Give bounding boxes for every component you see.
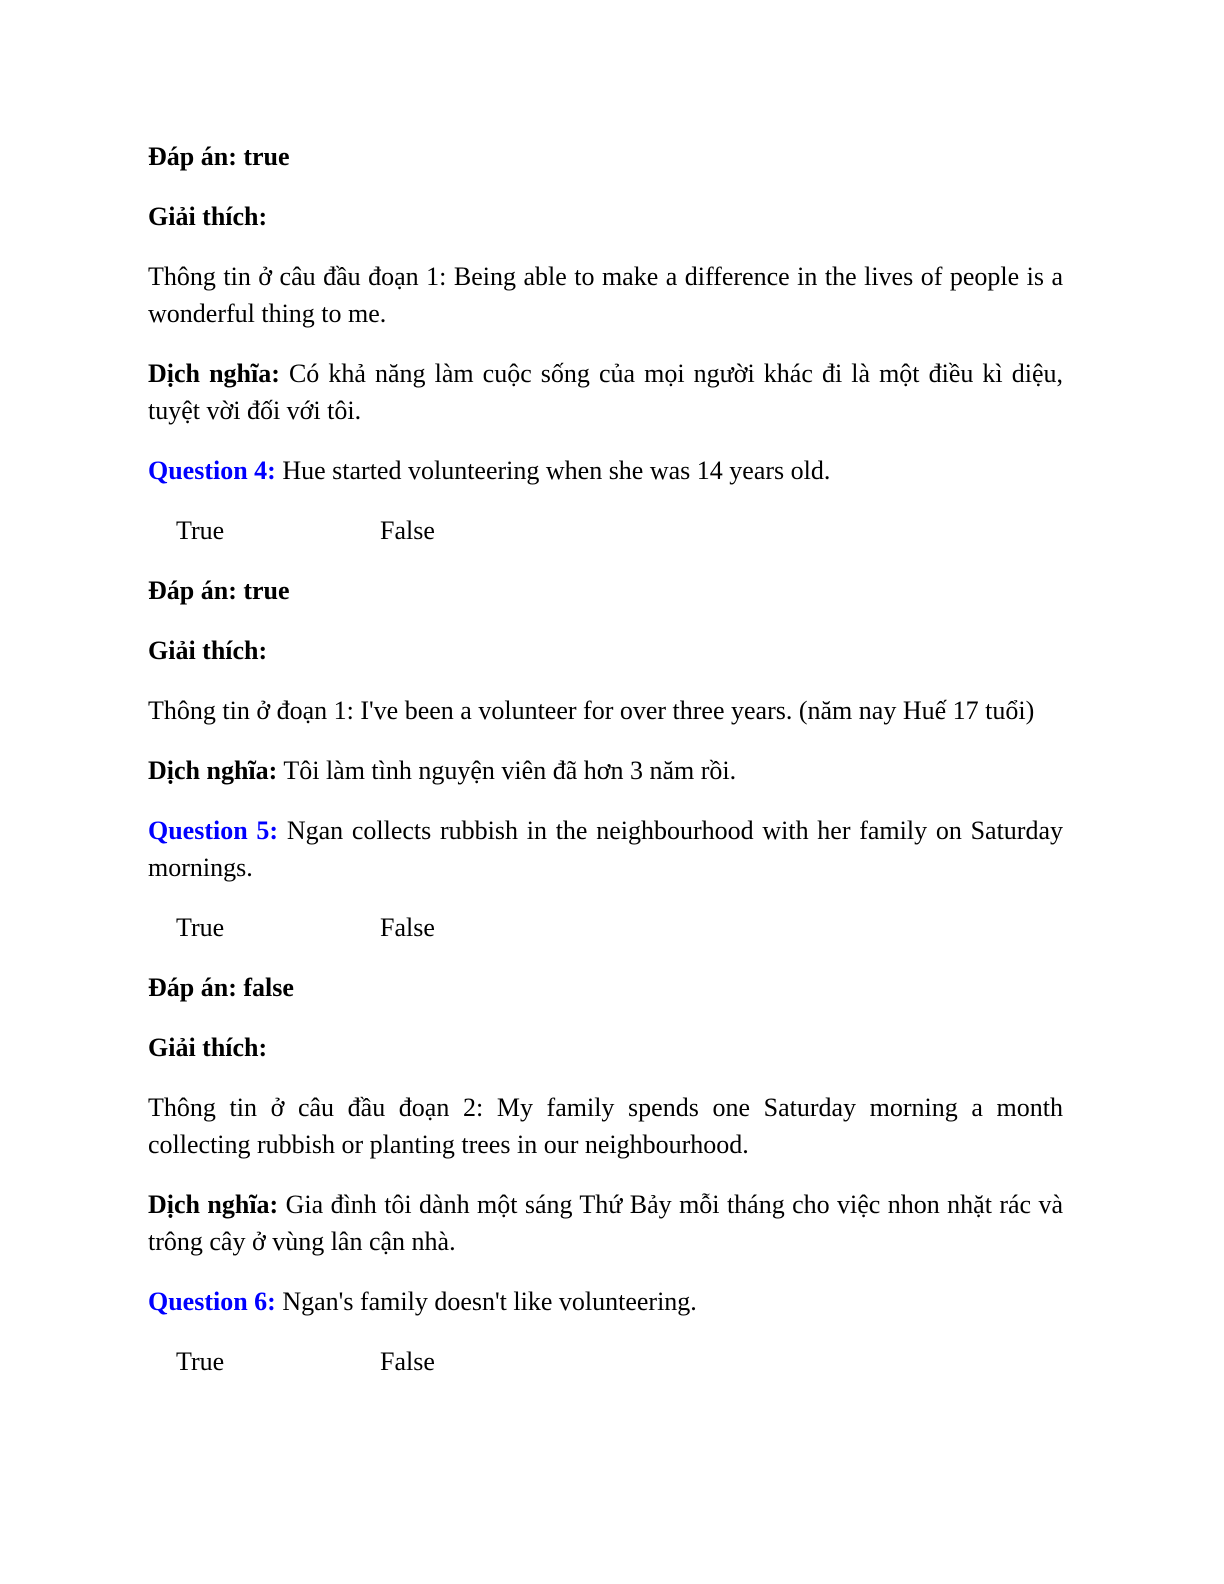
- answer-line: [148, 969, 1063, 1006]
- answer-line: [148, 138, 1063, 175]
- question-4-text: Hue started volunteering when she was 14 years old.: [282, 456, 831, 485]
- explain-heading: Giải thích:: [148, 202, 268, 231]
- option-true[interactable]: True: [176, 913, 225, 942]
- info-paragraph: Thông tin ở đoạn 1: I've been a volunteer for over three years. (năm nay Huế 17 tuổi): [148, 696, 1035, 725]
- question-4: [148, 452, 1063, 489]
- translation-paragraph: [148, 355, 1063, 429]
- answer-label: Đáp án:: [148, 973, 237, 1002]
- option-true[interactable]: True: [176, 516, 225, 545]
- explain-heading: Giải thích:: [148, 1033, 268, 1062]
- question-5-text: Ngan collects rubbish in the neighbourhood with her family on Saturday mornings.: [148, 816, 1063, 882]
- option-true[interactable]: True: [176, 1347, 225, 1376]
- question-5-label: Question 5:: [148, 816, 279, 845]
- answer-value: true: [243, 576, 290, 605]
- question-6-text: Ngan's family doesn't like volunteering.: [282, 1287, 697, 1316]
- info-paragraph: Thông tin ở câu đầu đoạn 1: Being able to make a difference in the lives of people is a wonderful thing to me.: [148, 262, 1063, 328]
- translation-paragraph: [148, 752, 1063, 789]
- question-6: [148, 1283, 1063, 1320]
- option-false[interactable]: False: [380, 1347, 435, 1376]
- answer-value: false: [243, 973, 294, 1002]
- translation-text: Có khả năng làm cuộc sống của mọi người khác đi là một điều kì diệu, tuyệt vời đối với tôi.: [148, 359, 1063, 425]
- answer-line: [148, 572, 1063, 609]
- document-page: [148, 138, 1063, 1403]
- translation-text: Tôi làm tình nguyện viên đã hơn 3 năm rồi.: [283, 756, 737, 785]
- question-6-label: Question 6:: [148, 1287, 276, 1316]
- translation-label: Dịch nghĩa:: [148, 1190, 279, 1219]
- answer-label: Đáp án:: [148, 142, 237, 171]
- question-4-options: [148, 512, 1063, 549]
- option-false[interactable]: False: [380, 516, 435, 545]
- answer-label: Đáp án:: [148, 576, 237, 605]
- option-false[interactable]: False: [380, 913, 435, 942]
- explain-heading: Giải thích:: [148, 636, 268, 665]
- question-6-options: [148, 1343, 1063, 1380]
- translation-label: Dịch nghĩa:: [148, 756, 278, 785]
- question-4-label: Question 4:: [148, 456, 276, 485]
- translation-paragraph: [148, 1186, 1063, 1260]
- question-5-options: [148, 909, 1063, 946]
- question-5: [148, 812, 1063, 886]
- info-paragraph: Thông tin ở câu đầu đoạn 2: My family spends one Saturday morning a month collecting rubbish or planting trees in our neighbourhood.: [148, 1093, 1063, 1159]
- translation-text: Gia đình tôi dành một sáng Thứ Bảy mỗi tháng cho việc nhon nhặt rác và trông cây ở vùng lân cận nhà.: [148, 1190, 1064, 1256]
- answer-value: true: [243, 142, 290, 171]
- translation-label: Dịch nghĩa:: [148, 359, 280, 388]
